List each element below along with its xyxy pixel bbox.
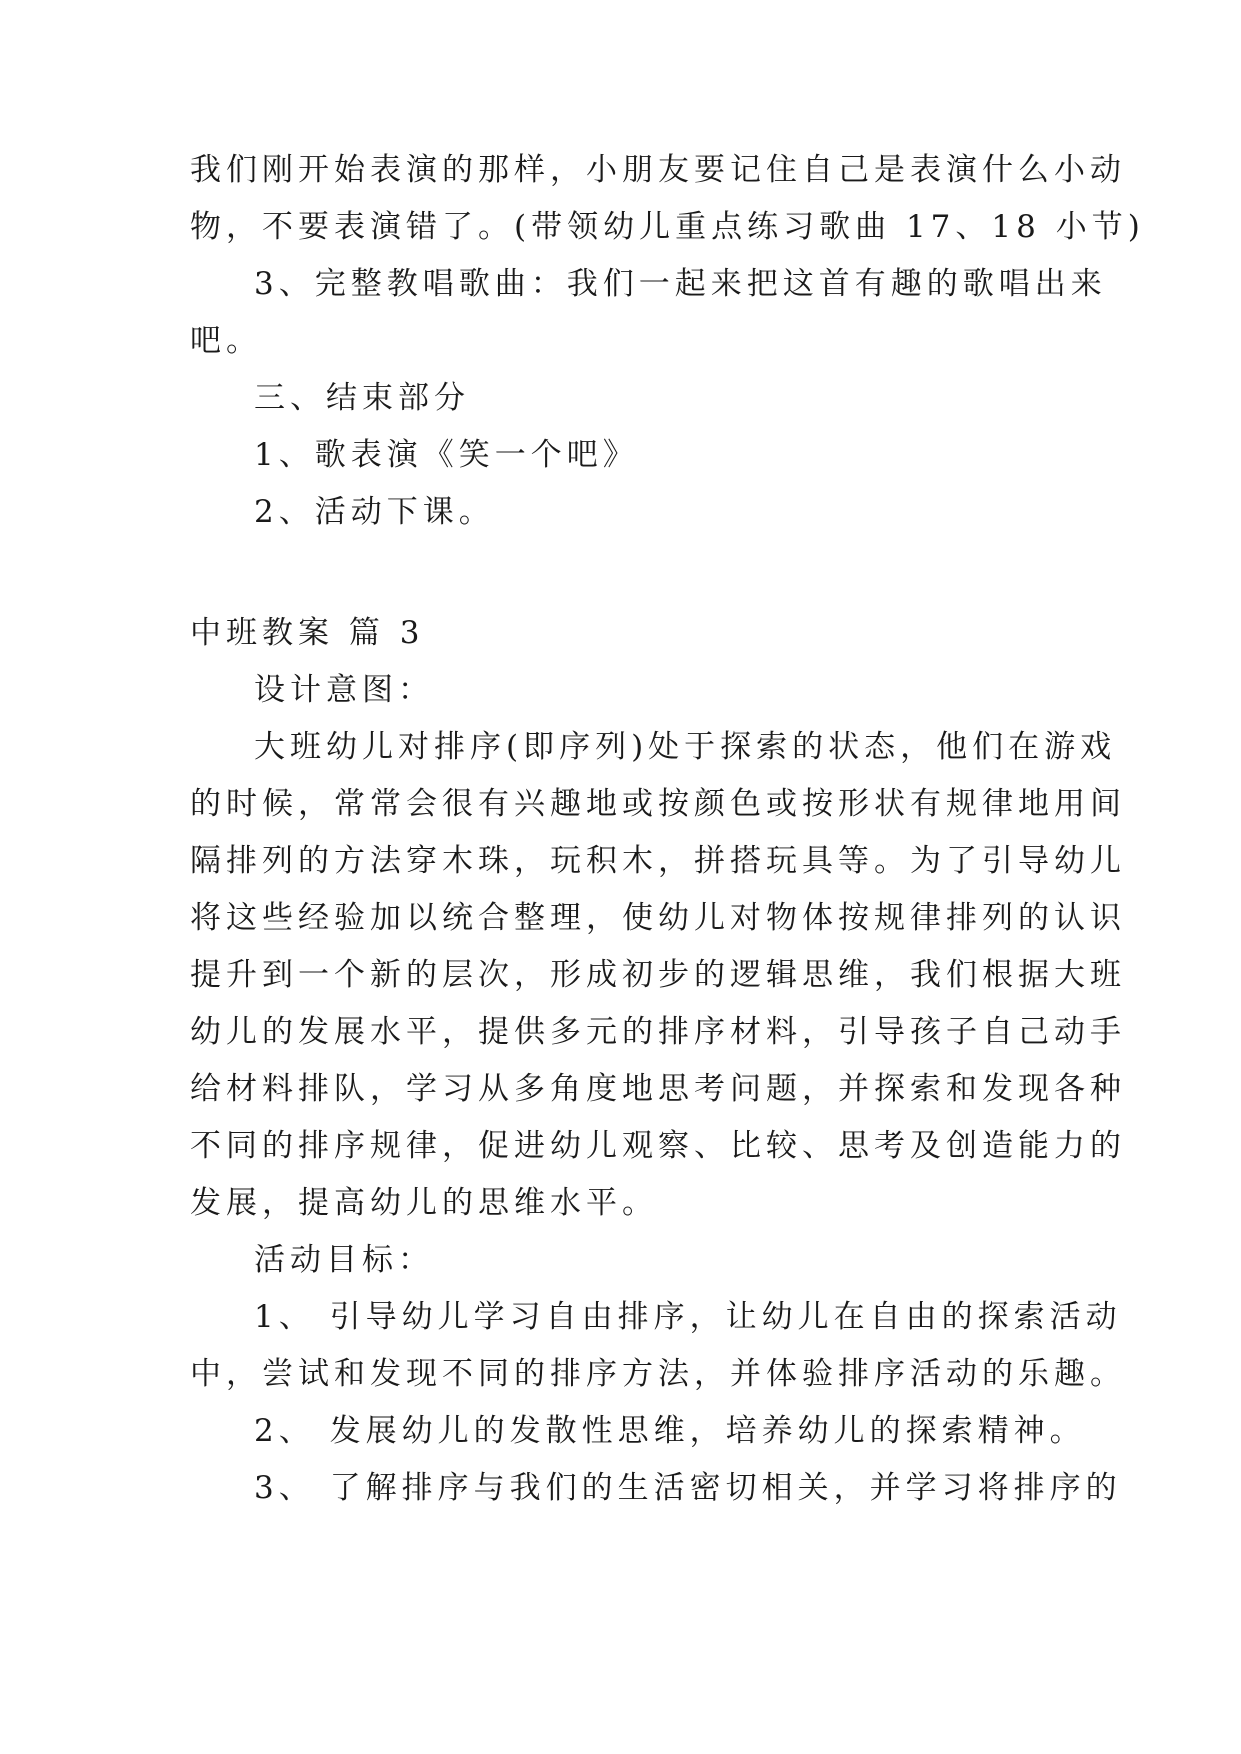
paragraph-line: 幼儿的发展水平，提供多元的排序材料，引导孩子自己动手 [190, 1014, 1126, 1050]
paragraph-line: 隔排列的方法穿木珠，玩积木，拼搭玩具等。为了引导幼儿 [190, 843, 1126, 879]
paragraph-line: 吧。 [190, 323, 262, 359]
list-item: 2、活动下课。 [254, 494, 495, 530]
paragraph-line: 将这些经验加以统合整理，使幼儿对物体按规律排列的认识 [190, 900, 1126, 936]
paragraph-line: 提升到一个新的层次，形成初步的逻辑思维，我们根据大班 [190, 957, 1126, 993]
paragraph-line: 物，不要表演错了。(带领幼儿重点练习歌曲 17、18 小节) [190, 209, 1145, 245]
document-heading: 中班教案 篇 3 [190, 615, 425, 651]
paragraph-line: 发展，提高幼儿的思维水平。 [190, 1185, 658, 1221]
paragraph-line: 给材料排队，学习从多角度地思考问题，并探索和发现各种 [190, 1071, 1126, 1107]
section-heading: 活动目标： [254, 1242, 434, 1278]
paragraph-line: 中，尝试和发现不同的排序方法，并体验排序活动的乐趣。 [190, 1356, 1126, 1392]
paragraph-line: 的时候，常常会很有兴趣地或按颜色或按形状有规律地用间 [190, 786, 1126, 822]
list-item: 1、歌表演《笑一个吧》 [254, 437, 639, 473]
paragraph-line: 我们刚开始表演的那样，小朋友要记住自己是表演什么小动 [190, 152, 1126, 188]
paragraph-line: 3、完整教唱歌曲：我们一起来把这首有趣的歌唱出来 [254, 266, 1107, 302]
paragraph-line: 大班幼儿对排序(即序列)处于探索的状态，他们在游戏 [254, 729, 1117, 765]
section-heading: 三、结束部分 [254, 380, 470, 416]
list-item: 3、 了解排序与我们的生活密切相关，并学习将排序的 [254, 1470, 1122, 1506]
list-item: 2、 发展幼儿的发散性思维，培养幼儿的探索精神。 [254, 1413, 1086, 1449]
paragraph-line: 不同的排序规律，促进幼儿观察、比较、思考及创造能力的 [190, 1128, 1126, 1164]
section-heading: 设计意图： [254, 672, 434, 708]
list-item: 1、 引导幼儿学习自由排序，让幼儿在自由的探索活动 [254, 1299, 1122, 1335]
